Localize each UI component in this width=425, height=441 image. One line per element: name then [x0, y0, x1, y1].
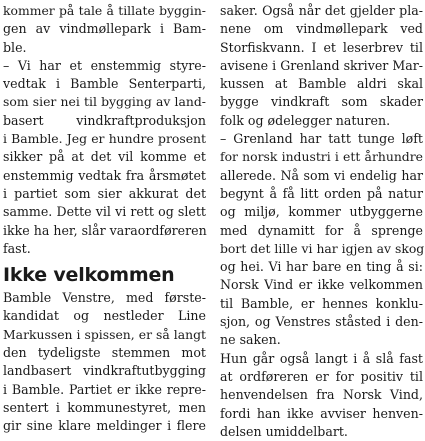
text-line: vedtak i Bamble Senterparti, — [3, 76, 206, 92]
text-line: den tydeligste stemmen mot — [3, 345, 206, 361]
text-line: saker. Også når det gjelder pla- — [220, 3, 423, 18]
text-line: Hun går også langt i å slå fast — [220, 350, 423, 366]
right-column — [220, 2, 423, 441]
text-line: fordi han ikke avviser henven- — [220, 405, 423, 421]
text-line: samme. Dette vil vi rett og slett — [3, 204, 206, 220]
text-line: basert vindkraftproduksjon — [3, 112, 206, 128]
text-line: sjon, og Venstres ståsted i den- — [220, 314, 423, 330]
text-line: folk og ødelegger naturen. — [220, 112, 391, 128]
text-line: med dynamitt for å sprenge — [220, 222, 423, 238]
text-line: og miljø, kommer utbyggerne — [220, 204, 423, 220]
text-line: delsen umiddelbart. — [220, 423, 348, 439]
text-line: bort det lille vi har igjen av skog — [220, 240, 425, 256]
text-line: sikker på at det vil komme et — [3, 149, 206, 165]
text-line: ikke ha her, slår varaordføreren — [3, 222, 207, 238]
text-line: enstemmig vedtak fra årsmøtet — [3, 167, 206, 183]
text-line: avisene i Grenland skriver Mar- — [220, 57, 423, 73]
right-body — [220, 2, 423, 441]
text-line: Norsk Vind er ikke velkommen — [220, 277, 423, 293]
left-body-before-heading — [3, 2, 206, 258]
text-line: at ordføreren er for positiv til — [220, 368, 423, 384]
text-line: henvendelsen fra Norsk Vind, — [220, 387, 423, 403]
text-line: ble. — [3, 39, 27, 55]
text-line: – Vi har et enstemmig styre- — [3, 57, 206, 73]
text-line: kommer på tale å tillate byggin- — [3, 3, 206, 18]
text-line: nene om vindmøllepark ved — [220, 21, 423, 37]
text-line: kussen at Bamble aldri skal — [220, 76, 423, 92]
text-line: kandidat og nestleder Line — [3, 308, 206, 324]
text-line: allerede. Nå som vi endelig har — [220, 167, 423, 183]
text-line: for norsk industri i ett århundre — [220, 149, 423, 165]
text-line: i Bamble. Jeg er hundre prosent — [3, 131, 206, 147]
text-line: i Bamble. Partiet er ikke repre- — [3, 381, 206, 397]
text-line: til Bamble, er hennes konklu- — [220, 295, 423, 311]
left-column — [3, 2, 206, 436]
text-line: Bamble Venstre, med første- — [3, 290, 206, 306]
text-line: – Grenland har tatt tunge løft — [220, 131, 423, 147]
text-line: landbasert vindkraftutbygging — [3, 363, 206, 379]
text-line: gir sine klare meldinger i flere — [3, 418, 206, 434]
section-heading: Ikke velkommen — [3, 264, 175, 287]
text-line: ne saken. — [220, 332, 281, 348]
text-line: Storfiskvann. I et leserbrev til — [220, 39, 423, 55]
text-line: sentert i kommunestyret, men — [3, 399, 206, 415]
text-line: begynt å få litt orden på natur — [220, 185, 423, 201]
text-line: fast. — [3, 240, 31, 256]
text-line: bygge vindkraft som skader — [220, 94, 423, 110]
text-line: i partiet som sier akkurat det — [3, 185, 206, 201]
text-line: gen av vindmøllepark i Bam- — [3, 21, 206, 37]
text-line: Markussen i spissen, er så langt — [3, 326, 206, 342]
text-line: som sier nei til bygging av land- — [3, 94, 206, 110]
left-body-after-heading — [3, 289, 206, 435]
text-line: og hei. Vi har bare en ting å si: — [220, 259, 423, 275]
